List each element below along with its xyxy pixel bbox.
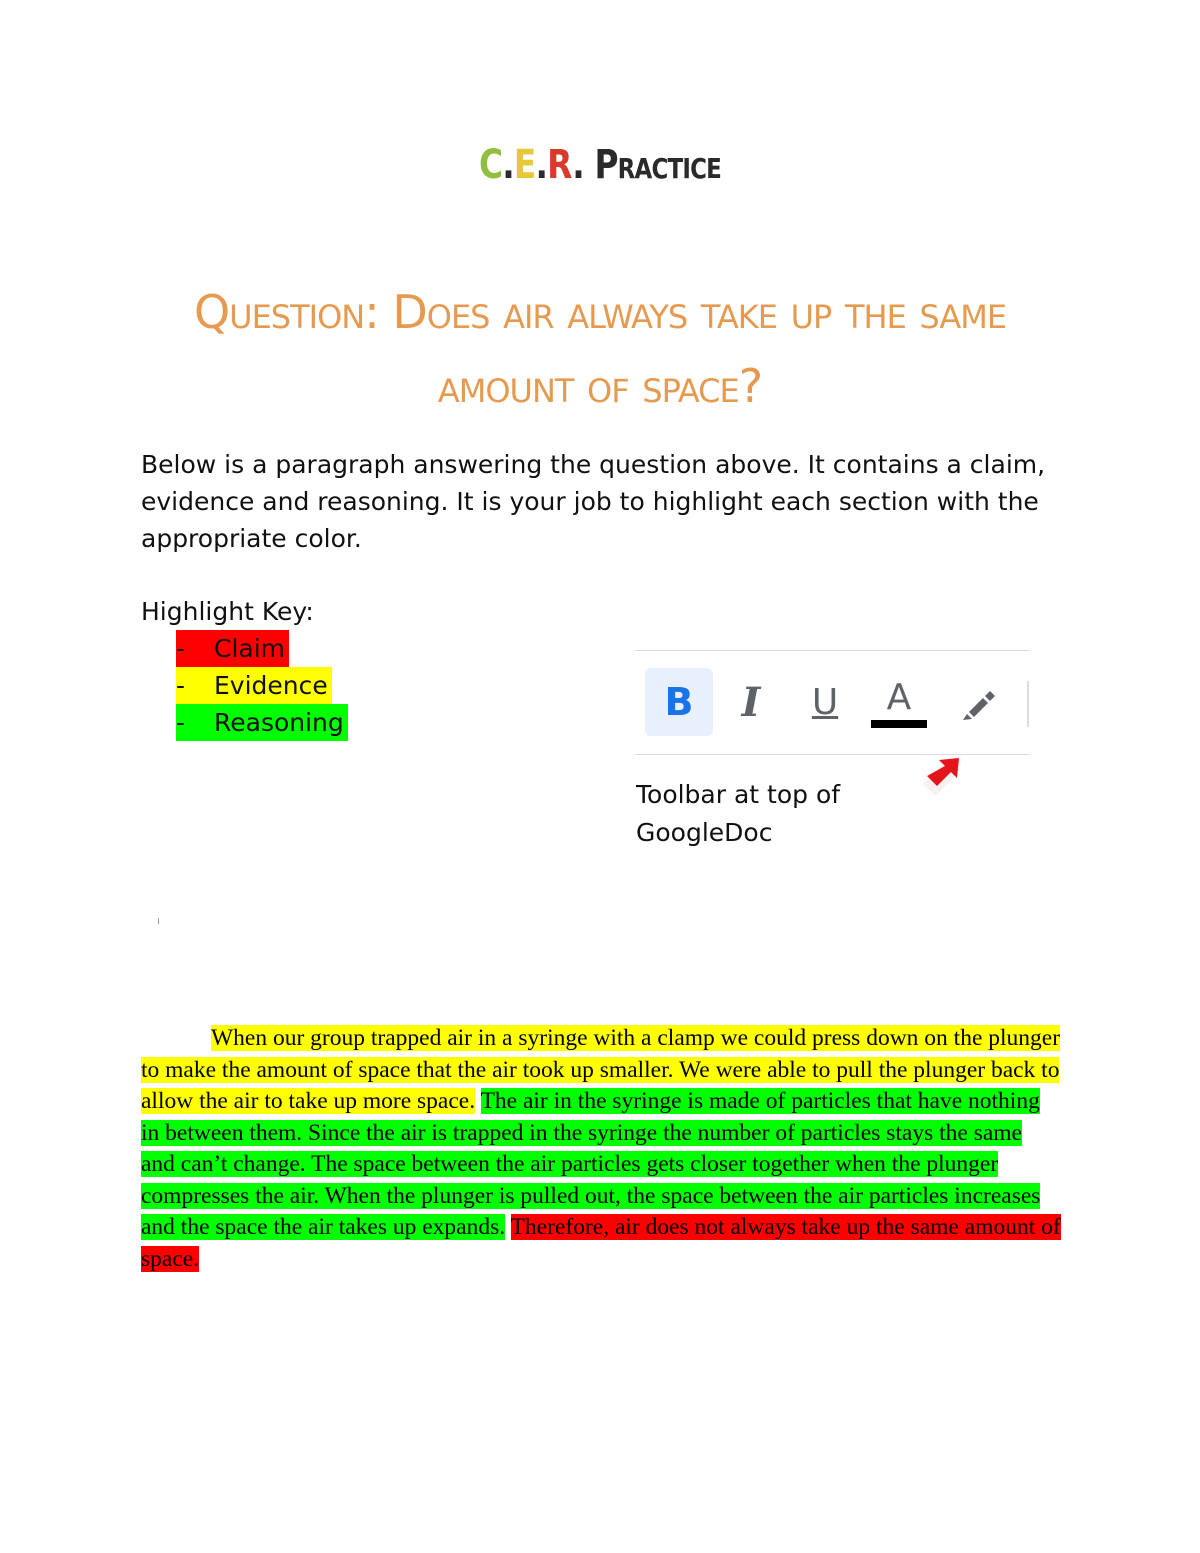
- title-dot: .: [535, 142, 548, 188]
- evidence-text: When our group trapped air in a syringe with a clamp we could press down on the plunger to make the amount of space that the air took up smaller. We were able to pull the plunger back to allow the air to take up more space.: [141, 1025, 1061, 1114]
- toolbar-caption: Toolbar at top of GoogleDoc: [636, 780, 841, 847]
- highlight-key-title: Highlight Key:: [141, 597, 314, 626]
- title-e: E: [513, 142, 536, 188]
- underline-icon: U: [811, 681, 839, 723]
- key-label-evidence: Evidence: [214, 671, 328, 700]
- cer-paragraph: [141, 1023, 1061, 1275]
- title-dot: .: [502, 142, 514, 188]
- key-dash: -: [176, 708, 186, 737]
- title-r: R: [547, 142, 573, 188]
- key-label-claim: Claim: [214, 634, 286, 663]
- toolbar-image: [635, 650, 1030, 755]
- key-item-evidence: [176, 667, 348, 704]
- reasoning-text: The air in the syringe is made of particles that have nothing in between them. Since the air is trapped in the syringe the number of particles stays the same and can’t change. The space between the air particles gets closer together when the plunger compresses the air. When the plunger is pulled out, the space between the air particles increases and the space the air takes up expands.: [141, 1088, 1041, 1240]
- text-color-icon: [865, 668, 933, 736]
- highlighter-pen-icon: [945, 668, 1013, 736]
- page-title: [108, 142, 1092, 188]
- text-color-letter: A: [886, 676, 912, 718]
- title-rest: Practice: [583, 142, 721, 188]
- title-dot: .: [572, 142, 584, 188]
- text-color-bar: [871, 720, 927, 728]
- intro-text: Below is a paragraph answering the question above. It contains a claim, evidence and reasoning. It is your job to highlight each section with the appropriate color.: [141, 450, 1046, 553]
- key-item-reasoning: [176, 704, 348, 741]
- question-heading: Question: Does air always take up the same amount of space?: [193, 285, 1007, 413]
- highlight-key-list: [176, 630, 348, 741]
- bold-icon: B: [645, 668, 713, 736]
- key-item-claim: [176, 630, 348, 667]
- stray-mark: [158, 918, 159, 924]
- key-dash: -: [176, 671, 186, 700]
- claim-text: Therefore, air does not always take up the same amount of space.: [141, 1214, 1061, 1272]
- key-label-reasoning: Reasoning: [214, 708, 344, 737]
- title-c: C: [479, 142, 503, 188]
- italic-icon: I: [741, 678, 761, 726]
- key-dash: -: [176, 634, 186, 663]
- toolbar-separator: [1027, 681, 1029, 727]
